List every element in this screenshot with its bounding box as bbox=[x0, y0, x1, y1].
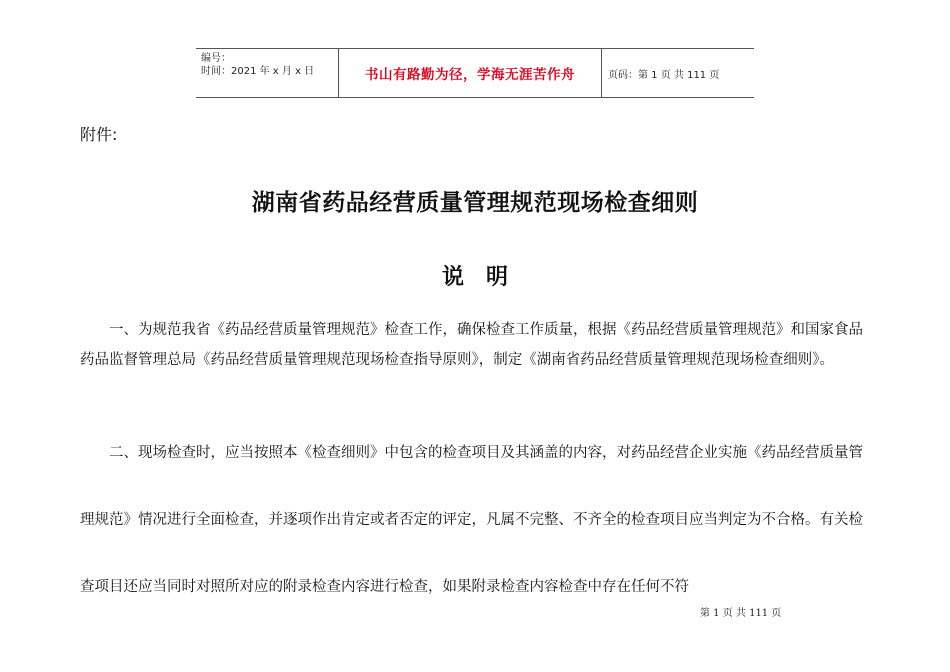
section-heading-text: 说明 bbox=[441, 265, 530, 290]
header-page-code: 页码：第 1 页 共 111 页 bbox=[608, 69, 720, 81]
header-motto: 书山有路勤为径，学海无涯苦作舟 bbox=[338, 49, 602, 97]
document-title: 湖南省药品经营质量管理规范现场检查细则 bbox=[251, 189, 699, 216]
paragraph-2: 二、现场检查时，应当按照本《检查细则》中包含的检查项目及其涵盖的内容，对药品经营企业实施《药品经营质量管理规范》情况进行全面检查，并逐项作出肯定或者否定的评定，凡属不完整、不齐全的检查项目应当判定为不合格。有关检查项目还应当同时对照所对应的附录检查内容进行检查，如果附录检查内容检查中存在任何不符 bbox=[80, 445, 863, 595]
paragraph-1: 一、为规范我省《药品经营质量管理规范》检查工作，确保检查工作质量，根据《药品经营质量管理规范》和国家食品药品监督管理总局《药品经营质量管理规范现场检查指导原则》，制定《湖南省药品经营质量管理规范现场检查细则》。 bbox=[80, 322, 863, 368]
attachment-label: 附件: bbox=[80, 125, 118, 144]
header-meta bbox=[196, 49, 338, 97]
page-footer: 第 1 页 共 111 页 bbox=[700, 608, 782, 619]
document-time: 时间：2021 年 x 月 x 日 bbox=[201, 66, 315, 77]
document-number-label: 编号： bbox=[201, 53, 231, 64]
header-table bbox=[196, 48, 754, 98]
section-heading bbox=[0, 260, 950, 291]
